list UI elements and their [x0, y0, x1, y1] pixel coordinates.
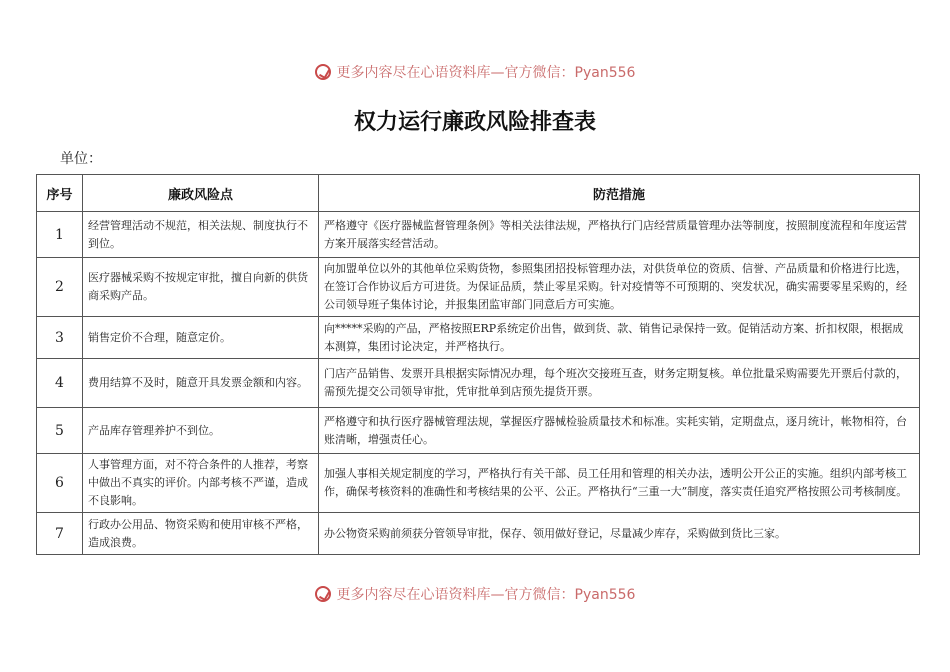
row-risk: 费用结算不及时，随意开具发票金额和内容。: [83, 359, 319, 408]
table-row: [37, 408, 920, 454]
table-row: [37, 317, 920, 359]
header-risk-point: 廉政风险点: [83, 175, 319, 212]
header-number: 序号: [37, 175, 83, 212]
table-row: [37, 212, 920, 258]
row-number: 3: [37, 317, 83, 359]
watermark-text: 更多内容尽在心语资料库—官方微信：Pyan556: [336, 587, 636, 603]
row-risk: 医疗器械采购不按规定审批，擅自向新的供货商采购产品。: [83, 258, 319, 317]
row-number: 5: [37, 408, 83, 454]
row-number: 2: [37, 258, 83, 317]
row-measure: 加强人事相关规定制度的学习，严格执行有关干部、员工任用和管理的相关办法，透明公开公正的实施。组织内部考核工作，确保考核资料的准确性和考核结果的公平、公正。严格执行“三重一大”制度，落实责任追究严格按照公司考核制度。: [319, 454, 920, 513]
row-risk: 人事管理方面，对不符合条件的人推荐，考察中做出不真实的评价。内部考核不严谨，造成不良影响。: [83, 454, 319, 513]
row-measure: 门店产品销售、发票开具根据实际情况办理，每个班次交接班互查，财务定期复核。单位批量采购需要先开票后付款的，需预先提交公司领导审批，凭审批单到店预先提货开票。: [319, 359, 920, 408]
watermark-text: 更多内容尽在心语资料库—官方微信：Pyan556: [336, 65, 636, 81]
row-risk: 经营管理活动不规范，相关法规、制度执行不到位。: [83, 212, 319, 258]
row-number: 7: [37, 513, 83, 555]
row-measure: 办公物资采购前须获分管领导审批，保存、领用做好登记，尽量减少库存，采购做到货比三家。: [319, 513, 920, 555]
table-row: [37, 513, 920, 555]
row-measure: 严格遵守《医疗器械监督管理条例》等相关法律法规，严格执行门店经营质量管理办法等制度，按照制度流程和年度运营方案开展落实经营活动。: [319, 212, 920, 258]
watermark-bottom: [0, 584, 950, 604]
row-measure: 向加盟单位以外的其他单位采购货物，参照集团招投标管理办法，对供货单位的资质、信誉、产品质量和价格进行比选，在签订合作协议后方可进货。为保证品质，禁止零星采购。针对疫情等不可预期的、突发状况，确实需要零星采购的，经公司领导班子集体讨论，并报集团监审部门同意后方可实施。: [319, 258, 920, 317]
row-risk: 产品库存管理养护不到位。: [83, 408, 319, 454]
table-row: [37, 258, 920, 317]
row-measure: 向*****采购的产品，严格按照ERP系统定价出售，做到货、款、销售记录保持一致。促销活动方案、折扣权限，根据成本测算，集团讨论决定，并严格执行。: [319, 317, 920, 359]
watermark-top: [0, 62, 950, 82]
watermark-logo-icon: [315, 586, 331, 602]
table-header-row: [37, 175, 920, 212]
risk-table: [36, 174, 920, 555]
table-row: [37, 359, 920, 408]
row-number: 4: [37, 359, 83, 408]
watermark-logo-icon: [315, 64, 331, 80]
row-risk: 行政办公用品、物资采购和使用审核不严格，造成浪费。: [83, 513, 319, 555]
row-measure: 严格遵守和执行医疗器械管理法规，掌握医疗器械检验质量技术和标准。实耗实销，定期盘点，逐月统计，帐物相符，台账清晰，增强责任心。: [319, 408, 920, 454]
document-title: 权力运行廉政风险排查表: [353, 110, 596, 135]
row-number: 6: [37, 454, 83, 513]
table-row: [37, 454, 920, 513]
row-risk: 销售定价不合理，随意定价。: [83, 317, 319, 359]
unit-label: 单位：: [60, 151, 102, 167]
row-number: 1: [37, 212, 83, 258]
header-measures: 防范措施: [319, 175, 920, 212]
